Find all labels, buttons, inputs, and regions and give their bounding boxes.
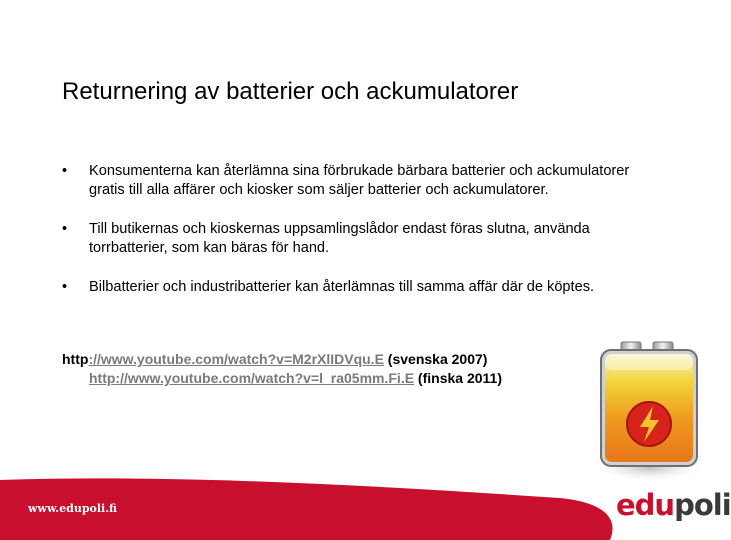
- logo-part-edu: edu: [616, 488, 675, 522]
- bullet-item: [62, 220, 662, 257]
- bullet-item: [62, 278, 662, 297]
- link-prefix: http: [62, 351, 89, 367]
- slide-title: Returnering av batterier och ackumulatorer: [62, 78, 519, 105]
- footer-url[interactable]: www.edupoli.fi: [28, 502, 118, 515]
- bullet-text: Bilbatterier och industribatterier kan återlämnas till samma affär där de köptes.: [89, 279, 595, 295]
- bullet-list: [62, 162, 662, 318]
- edupoli-logo: [616, 488, 731, 522]
- battery-lightning-icon: [583, 338, 715, 488]
- logo-part-poli: poli: [674, 488, 731, 522]
- video-links: [62, 350, 502, 388]
- youtube-link-finnish[interactable]: http://www.youtube.com/watch?v=l_ra05mm.Fi.E: [89, 370, 415, 386]
- bullet-dot: •: [62, 221, 68, 237]
- bullet-item: [62, 162, 662, 199]
- bullet-dot: •: [62, 163, 68, 179]
- link-line-swedish: [62, 350, 502, 369]
- link-note: (finska 2011): [414, 370, 502, 386]
- youtube-link-swedish[interactable]: ://www.youtube.com/watch?v=M2rXlIDVqu.E: [88, 351, 384, 367]
- bullet-text: Till butikernas och kioskernas uppsamlingslådor endast föras slutna, använda torrbatterier, som kan bäras för hand.: [89, 221, 590, 256]
- bullet-dot: •: [62, 279, 68, 295]
- link-note: (svenska 2007): [383, 351, 488, 367]
- link-line-finnish: [62, 369, 502, 388]
- bullet-text: Konsumenterna kan återlämna sina förbrukade bärbara batterier och ackumulatorer gratis till alla affärer och kiosker som säljer batterier och ackumulatorer.: [89, 163, 630, 198]
